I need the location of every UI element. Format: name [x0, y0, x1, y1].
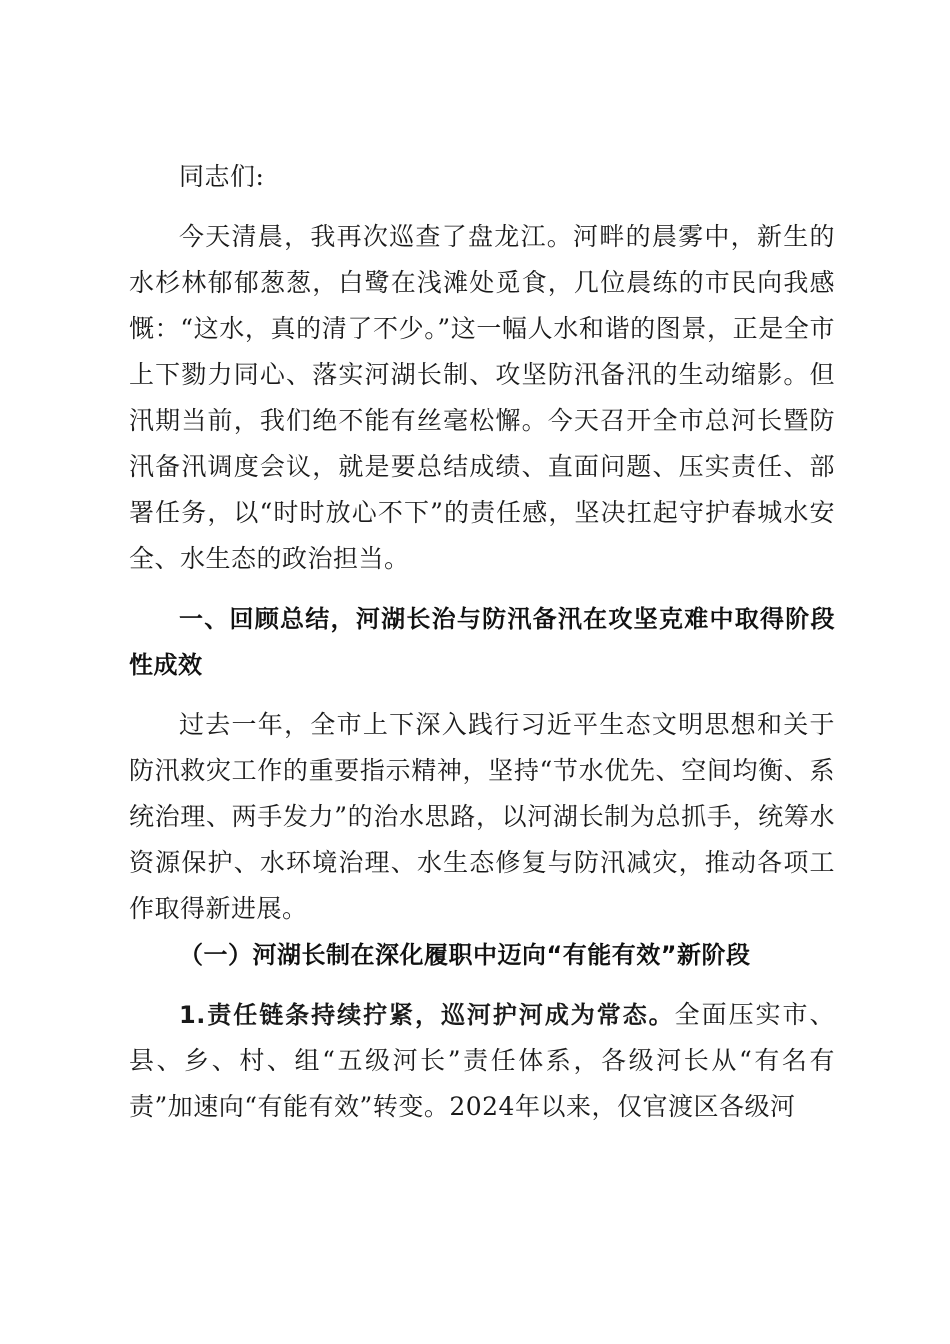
section-1-paragraph: 过去一年，全市上下深入践行习近平生态文明思想和关于防汛救灾工作的重要指示精神，坚持“节水优先、空间均衡、系统治理、两手发力”的治水思路，以河湖长制为总抓手，统筹水资源保护、水环境治理、水生态修复与防汛减灾，推动各项工作取得新进展。 [129, 710, 835, 923]
item-1-paragraph [129, 992, 835, 1130]
section-1-heading: 一、回顾总结，河湖长治与防汛备汛在攻坚克难中取得阶段性成效 [129, 605, 835, 679]
item-1-body: 全面压实市、县、乡、村、组“五级河长”责任体系，各级河长从“有名有责”加速向“有能有效”转变。2024年以来，仅官渡区各级河 [129, 1000, 835, 1121]
intro-paragraph: 今天清晨，我再次巡查了盘龙江。河畔的晨雾中，新生的水杉林郁郁葱葱，白鹭在浅滩处觅食，几位晨练的市民向我感慨：“这水，真的清了不少。”这一幅人水和谐的图景，正是全市上下勠力同心、落实河湖长制、攻坚防汛备汛的生动缩影。但汛期当前，我们绝不能有丝毫松懈。今天召开全市总河长暨防汛备汛调度会议，就是要总结成绩、直面问题、压实责任、部署任务，以“时时放心不下”的责任感，坚决扛起守护春城水安全、水生态的政治担当。 [129, 222, 835, 573]
salutation: 同志们: [179, 162, 265, 191]
item-1-lead: 1.责任链条持续拧紧，巡河护河成为常态。 [179, 1001, 675, 1029]
document-body [129, 154, 835, 1130]
subsection-1-heading: （一）河湖长制在深化履职中迈向“有能有效”新阶段 [179, 941, 751, 969]
